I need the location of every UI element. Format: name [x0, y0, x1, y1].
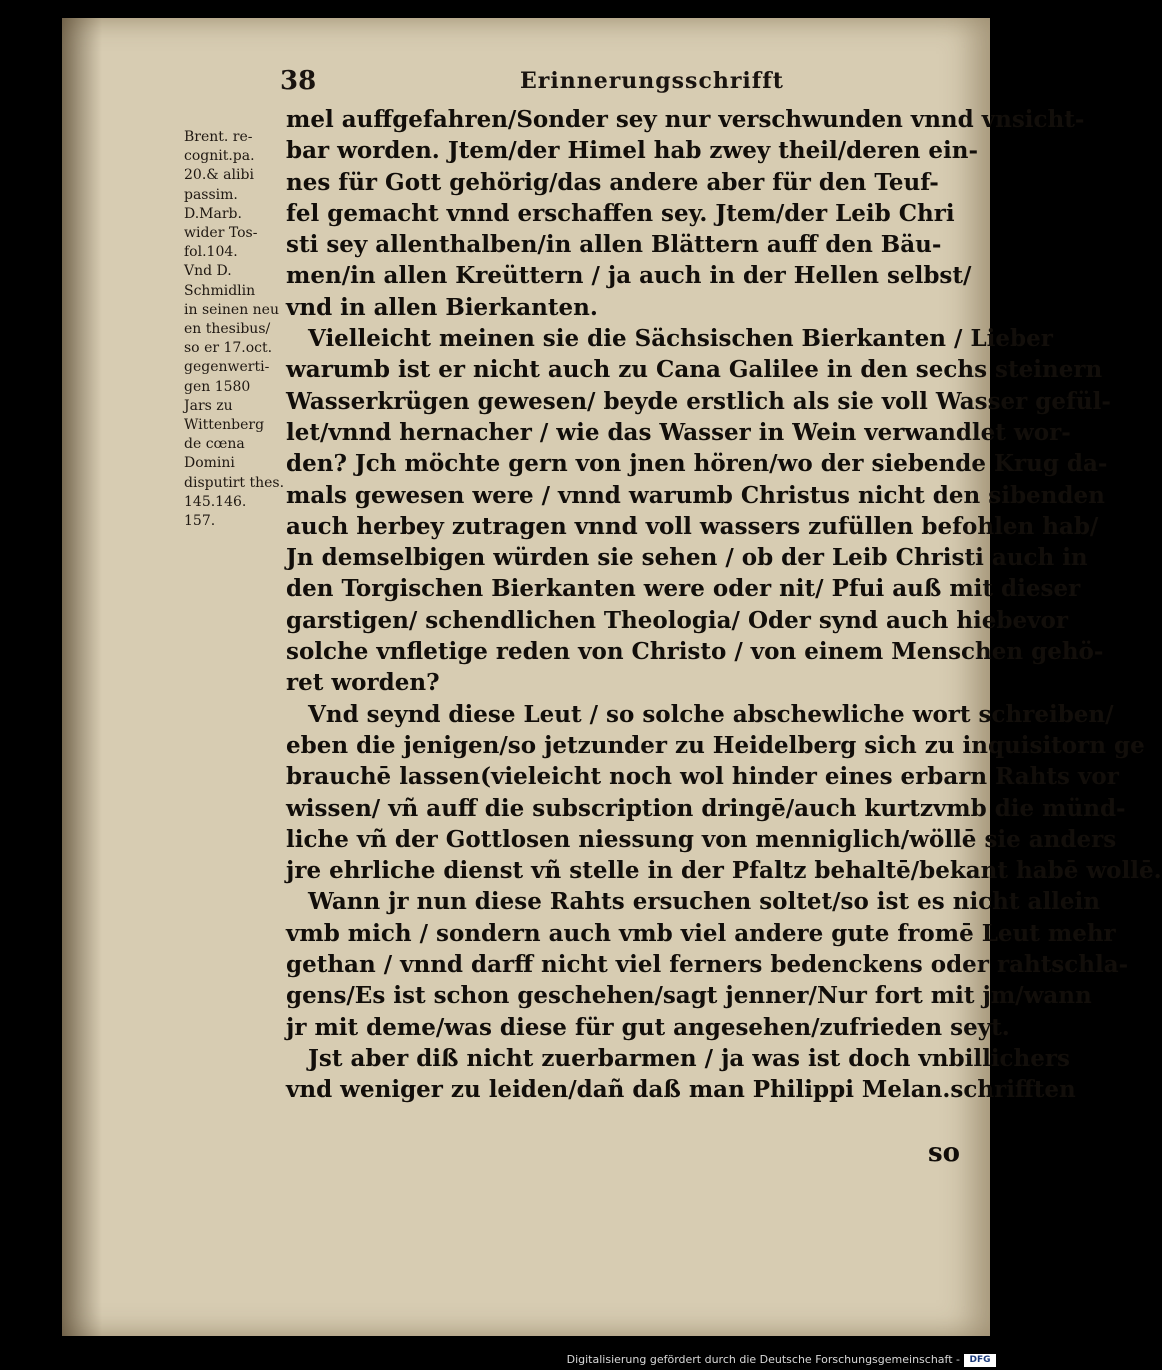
body-line: den? Jch möchte gern von jnen hören/wo der siebende Krug da- — [286, 450, 1108, 478]
body-line: Jst aber diß nicht zuerbarmen / ja was ist doch vnbillichers — [308, 1044, 1070, 1072]
margin-note-line: Vnd D. — [184, 263, 232, 280]
body-line: Wann jr nun diese Rahts ersuchen soltet/so ist es nicht allein — [308, 888, 1101, 916]
page-number: 38 — [280, 66, 317, 96]
body-line: Jn demselbigen würden sie sehen / ob der Leib Christi auch in — [286, 544, 1088, 572]
margin-note-line: cognit.pa. — [184, 148, 255, 165]
catchword: so — [928, 1138, 960, 1168]
margin-note-line: 157. — [184, 513, 216, 530]
body-line: men/in allen Kreüttern / ja auch in der Hellen selbst/ — [286, 262, 972, 290]
page-header — [280, 66, 960, 102]
body-line: mals gewesen were / vnnd warumb Christus nicht den sibenden — [286, 481, 1105, 509]
body-line: jr mit deme/was diese für gut angesehen/zufrieden seyt. — [286, 1013, 1010, 1041]
body-line: brauchē lassen(vieleicht noch wol hinder eines erbarn Rahts vor — [286, 763, 1119, 791]
body-line: let/vnnd hernacher / wie das Wasser in Wein verwandlet wor- — [286, 418, 1071, 446]
body-line: Vnd seynd diese Leut / so solche abschewliche wort schreiben/ — [308, 700, 1114, 728]
margin-note-line: de cœna — [184, 436, 245, 453]
margin-note-line: fol.104. — [184, 244, 238, 261]
body-line: mel auffgefahren/Sonder sey nur verschwunden vnnd vnsicht- — [286, 106, 1085, 133]
body-line: sti sey allenthalben/in allen Blättern auff den Bäu- — [286, 231, 942, 259]
body-line: vnd weniger zu leiden/dañ daß man Philippi Melan.schrifften — [286, 1076, 1076, 1104]
body-line: vmb mich / sondern auch vmb viel andere gute fromē Leut mehr — [286, 919, 1116, 947]
body-line: Vielleicht meinen sie die Sächsischen Bierkanten / Lieber — [308, 325, 1053, 353]
margin-note-line: Jars zu — [184, 397, 233, 414]
body-line: wissen/ vñ auff die subscription dringē/auch kurtzvmb die münd- — [286, 794, 1126, 822]
body-line: fel gemacht vnnd erschaffen sey. Jtem/der Leib Chri — [286, 199, 955, 227]
body-line: vnd in allen Bierkanten. — [286, 293, 598, 321]
margin-note-line: en thesibus/ — [184, 321, 271, 338]
margin-note-line: Domini — [184, 455, 235, 472]
body-line: solche vnfletige reden von Christo / von einem Menschen gehö- — [286, 638, 1104, 666]
margin-note-line: Brent. re- — [184, 129, 253, 145]
footer-bar — [0, 1352, 1000, 1370]
page-gutter-shadow — [62, 18, 102, 1336]
margin-note-line: wider Tos- — [184, 225, 258, 242]
body-line: warumb ist er nicht auch zu Cana Galilee in den sechs steinern — [286, 356, 1103, 384]
margin-note-line: in seinen neu — [184, 301, 279, 318]
body-line: liche vñ der Gottlosen niessung von menniglich/wöllē sie anders — [286, 825, 1117, 853]
body-line: Wasserkrügen gewesen/ beyde erstlich als sie voll Wasser gefül- — [286, 387, 1111, 415]
margin-note-line: gen 1580 — [184, 378, 251, 395]
dfg-logo: DFG — [964, 1354, 996, 1367]
body-text — [286, 104, 1162, 1106]
body-line: bar worden. Jtem/der Himel hab zwey theil/deren ein- — [286, 137, 978, 165]
margin-note-line: Schmidlin — [184, 282, 256, 299]
margin-note-line: 20.& alibi — [184, 167, 254, 184]
body-line: garstigen/ schendlichen Theologia/ Oder synd auch hiebevor — [286, 606, 1068, 634]
body-line: nes für Gott gehörig/das andere aber für den Teuf- — [286, 168, 939, 196]
margin-note-line: 145.146. — [184, 493, 247, 510]
margin-note-line: D.Marb. — [184, 205, 242, 222]
margin-note-line: so er 17.oct. — [184, 340, 273, 357]
body-line: auch herbey zutragen vnnd voll wassers zufüllen befohlen hab/ — [286, 512, 1099, 540]
margin-note-line: gegenwerti- — [184, 359, 270, 376]
body-line: jre ehrliche dienst vñ stelle in der Pfaltz behaltē/bekant habē wollē. — [286, 857, 1162, 885]
body-line: eben die jenigen/so jetzunder zu Heidelberg sich zu inquisitorn ge — [286, 731, 1145, 759]
body-line: den Torgischen Bierkanten were oder nit/ Pfui auß mit dieser — [286, 575, 1081, 603]
margin-note-line: disputirt thes. — [184, 474, 285, 491]
body-line: gens/Es ist schon geschehen/sagt jenner/Nur fort mit jm/wann — [286, 982, 1092, 1010]
body-line: gethan / vnnd darff nicht viel ferners bedenckens oder rahtschla- — [286, 951, 1129, 979]
margin-notes — [184, 128, 294, 531]
margin-note-line: passim. — [184, 186, 238, 203]
funding-credit: Digitalisierung gefördert durch die Deutsche Forschungsgemeinschaft - — [566, 1353, 960, 1366]
body-line: ret worden? — [286, 669, 440, 697]
margin-note-line: Wittenberg — [184, 417, 265, 434]
running-title: Erinnerungsschrifft — [520, 68, 784, 94]
